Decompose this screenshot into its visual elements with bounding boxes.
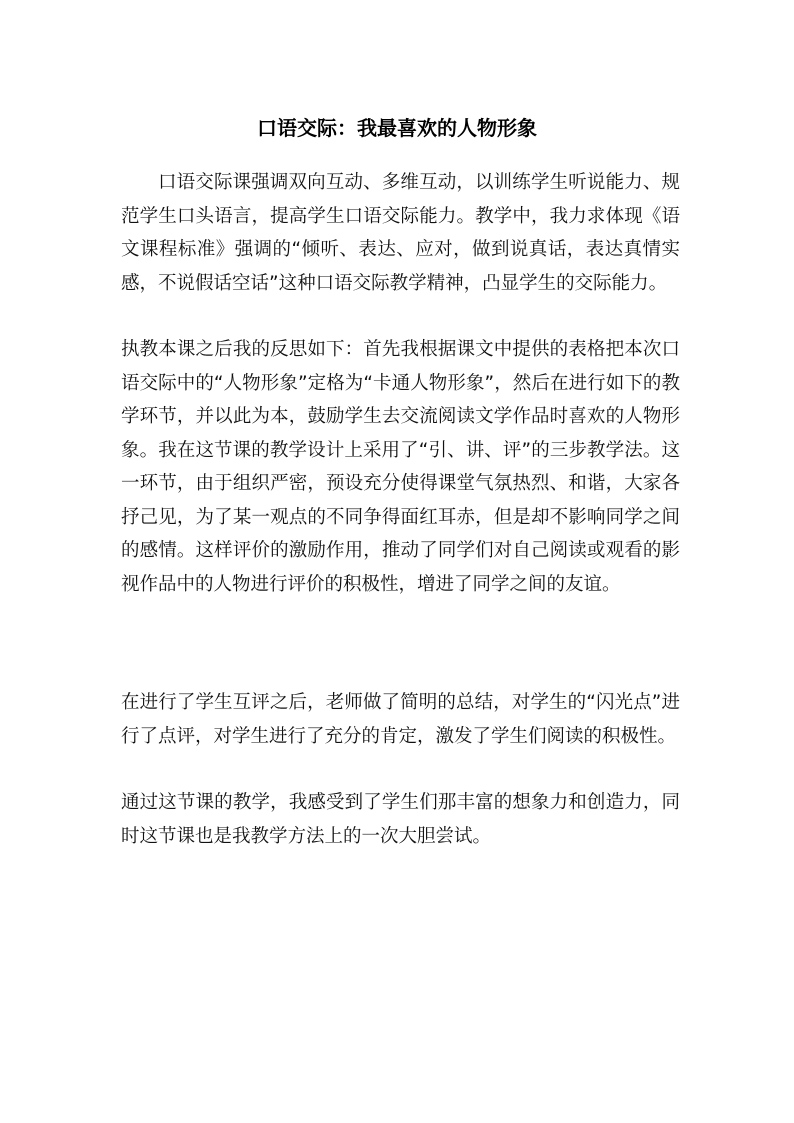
paragraph-summary: 在进行了学生互评之后，老师做了简明的总结，对学生的“闪光点”进行了点评，对学生进行了充分的肯定，激发了学生们阅读的积极性。 bbox=[121, 692, 680, 747]
paragraph-reflection: 执教本课之后我的反思如下：首先我根据课文中提供的表格把本次口语交际中的“人物形象”定格为“卡通人物形象”，然后在进行如下的教学环节，并以此为本，鼓励学生去交流阅读文学作品时喜欢的人物形象。我在这节课的教学设计上采用了“引、讲、评”的三步教学法。这一环节，由于组织严密，预设充分使得课堂气氛热烈、和谐，大家各抒己见，为了某一观点的不同争得面红耳赤，但是却不影响同学之间的感情。这样评价的激励作用，推动了同学们对自己阅读或观看的影视作品中的人物进行评价的积极性，增进了同学之间的友谊。 bbox=[121, 339, 680, 595]
paragraph-conclusion: 通过这节课的教学，我感受到了学生们那丰富的想象力和创造力，同时这节课也是我教学方法上的一次大胆尝试。 bbox=[121, 792, 680, 847]
paragraph-intro: 口语交际课强调双向互动、多维互动，以训练学生听说能力、规范学生口头语言，提高学生口语交际能力。教学中，我力求体现《语文课程标准》强调的“倾听、表达、应对，做到说真话，表达真情实感，不说假话空话”这种口语交际教学精神，凸显学生的交际能力。 bbox=[121, 172, 680, 294]
document-title: 口语交际：我最喜欢的人物形象 bbox=[257, 116, 537, 140]
